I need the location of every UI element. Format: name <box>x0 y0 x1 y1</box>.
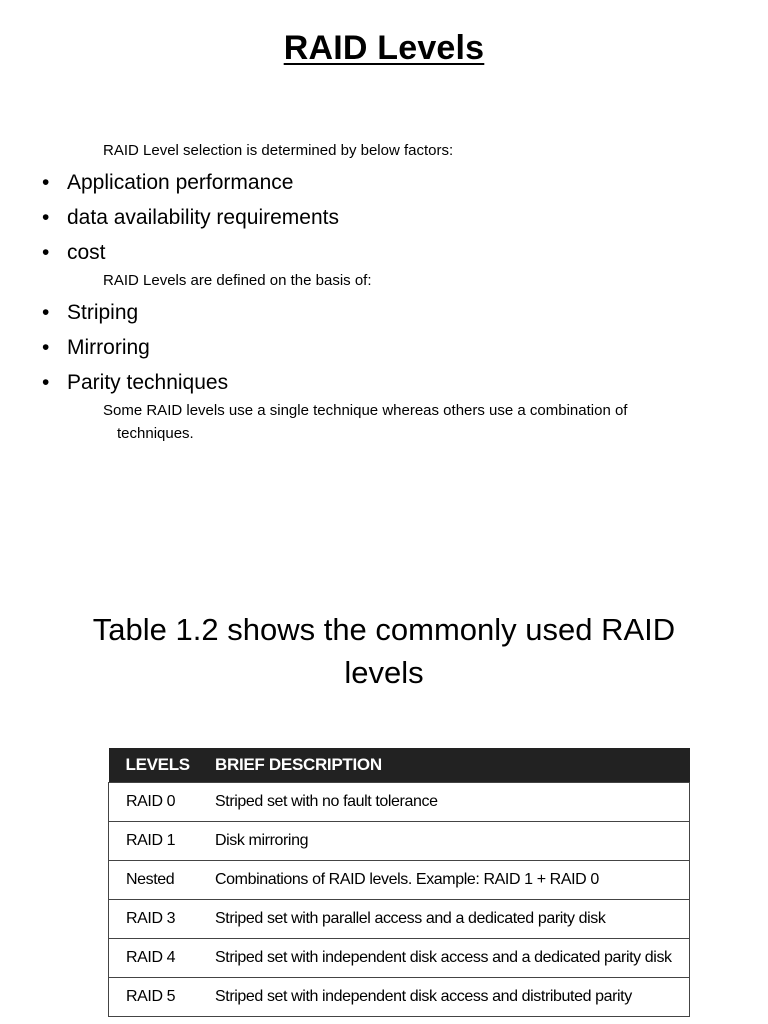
header-description: BRIEF DESCRIPTION <box>198 748 690 783</box>
table-caption <box>0 608 768 694</box>
table-row <box>109 783 690 822</box>
header-levels: LEVELS <box>109 748 199 783</box>
page-title: RAID Levels <box>283 29 485 67</box>
table-caption-line2: levels <box>344 655 424 690</box>
table-row <box>109 822 690 861</box>
table-header-row <box>109 748 690 783</box>
row-description: Combinations of RAID levels. Example: RAID 1 + RAID 0 <box>198 861 690 900</box>
table-row <box>109 900 690 939</box>
table-row <box>109 861 690 900</box>
row-level: RAID 3 <box>109 900 199 939</box>
row-level: RAID 0 <box>109 783 199 822</box>
techniques-list <box>42 295 228 400</box>
row-description: Striped set with independent disk access and a dedicated parity disk <box>198 939 690 978</box>
row-level: RAID 4 <box>109 939 199 978</box>
list-item: • cost <box>42 235 339 270</box>
list-item: • data availability requirements <box>42 200 339 235</box>
row-description: Striped set with no fault tolerance <box>198 783 690 822</box>
table-row <box>109 939 690 978</box>
factors-list <box>42 165 339 270</box>
row-level: Nested <box>109 861 199 900</box>
basis-note: RAID Levels are defined on the basis of: <box>103 272 372 289</box>
list-item: • Application performance <box>42 165 339 200</box>
table-caption-line1: Table 1.2 shows the commonly used RAID <box>92 612 676 647</box>
raid-levels-table <box>108 748 690 1017</box>
list-item: • Striping <box>42 295 228 330</box>
table-row <box>109 978 690 1017</box>
combination-note-line2: techniques. <box>117 425 194 442</box>
combination-note-line1: Some RAID levels use a single technique whereas others use a combination of <box>103 402 628 419</box>
list-item: • Mirroring <box>42 330 228 365</box>
row-level: RAID 5 <box>109 978 199 1017</box>
row-description: Striped set with parallel access and a dedicated parity disk <box>198 900 690 939</box>
row-description: Disk mirroring <box>198 822 690 861</box>
intro-note: RAID Level selection is determined by below factors: <box>103 142 454 159</box>
row-level: RAID 1 <box>109 822 199 861</box>
row-description: Striped set with independent disk access and distributed parity <box>198 978 690 1017</box>
list-item: • Parity techniques <box>42 365 228 400</box>
